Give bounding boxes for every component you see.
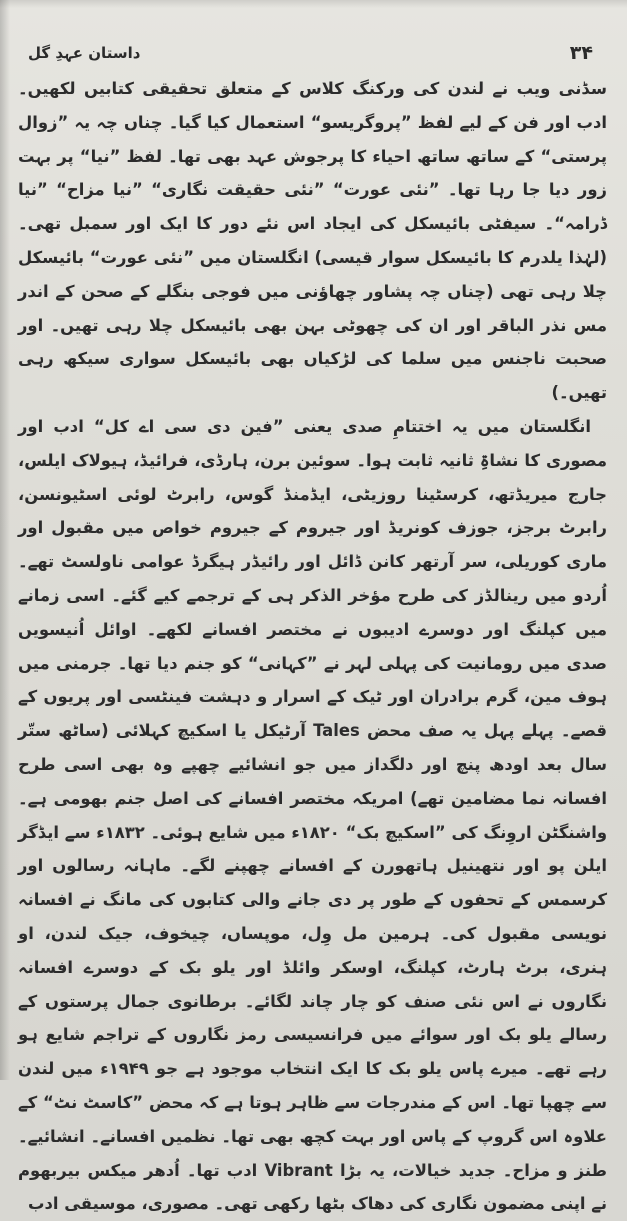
- page-header: [28, 42, 593, 70]
- paragraph-2: انگلستان میں یہ اختتامِ صدی یعنی ”فین دی سی اے کل“ ادب اور مصوری کا نشاۃِ ثانیہ ثابت ہوا۔ سوئین برن، ہارڈی، فرائیڈ، ہیولاک ایلس، جارج میریڈتھ، کرسٹینا روزیٹی، ایڈمنڈ گوس، رابرٹ لوئی اسٹیونسن، رابرٹ برجز، جوزف کونریڈ اور جیروم کے جیروم خواص میں مقبول اور ماری کوریلی، سر آرتھر کانن ڈائل اور رائیڈر ہیگرڈ عوامی ناولسٹ تھے۔ اُردو میں رینالڈز کی طرح مؤخر الذکر ہی کے ترجمے کیے گئے۔ اسی زمانے میں کپلنگ اور دوسرے ادیبوں نے مختصر افسانے لکھے۔ اوائل اُنیسویں صدی میں رومانیت کی پہلی لہر نے ”کہانی“ کو جنم دیا تھا۔ جرمنی میں ہوف مین، گرم برادران اور ٹیک کے اسرار و دہشت فینٹسی اور پریوں کے قصے۔ پہلے پہل یہ صف محض Tales آرٹیکل یا اسکیچ کہلائی (ساٹھ ستّر سال بعد اودھ پنچ اور دلگداز میں جو انشائیے چھپے وہ بھی اسی طرح افسانہ نما مضامین تھے) امریکہ مختصر افسانے کی اصل جنم بھومی ہے۔ واشنگٹن اروِنگ کی ”اسکیچ بک“ ۱۸۲۰ء میں شایع ہوئی۔ ۱۸۳۲ء سے ایڈگر ایلن پو اور نتھینیل ہاتھورن کے افسانے چھپنے لگے۔ ماہانہ رسالوں اور کرسمس کے تحفوں کے طور پر دی جانے والی کتابوں کی مانگ نے افسانہ نویسی مقبول کی۔ ہرمین مل وِل، موپساں، چیخوف، جیک لندن، او ہنری، برٹ ہارٹ، کپلنگ، اوسکر وائلڈ اور یلو بک کے دوسرے افسانہ نگاروں نے اس نئی صنف کو چار چاند لگائے۔ برطانوی جمال پرستوں کے رسالے یلو بک اور سوائے میں فرانسیسی رمز نگاروں کے تراجم شایع ہو رہے تھے۔ میرے پاس یلو بک کا ایک انتخاب موجود ہے جو ۱۹۴۹ء میں لندن سے چھپا تھا۔ اس کے مندرجات سے ظاہر ہوتا ہے کہ محض ”کاسٹ نٹ“ کے علاوہ اس گروپ کے پاس اور بہت کچھ بھی تھا۔ نظمیں افسانے۔ انشائیے۔ طنز و مزاح۔ جدید خیالات، یہ بڑا Vibrant ادب تھا۔ اُدھر میکس بیربھوم نے اپنی مضمون نگاری کی دھاک بٹھا رکھی تھی۔ مصوری، موسیقی ادب: [18, 416, 608, 1214]
- page-number: ۳۴: [569, 42, 593, 64]
- body-text: [18, 72, 607, 1221]
- page-top-shadow: [0, 0, 627, 8]
- running-head: داستان عہدِ گل: [28, 44, 141, 62]
- paragraph-1: سڈنی ویب نے لندن کی ورکنگ کلاس کے متعلق تحقیقی کتابیں لکھیں۔ ادب اور فن کے لیے لفظ ”پروگریسو“ استعمال کیا گیا۔ چناں چہ یہ ”زوال پرستی“ کے ساتھ ساتھ احیاء کا پرجوش عہد بھی تھا۔ لفظ ”نیا“ پر بہت زور دیا جا رہا تھا۔ ”نئی عورت“ ”نئی حقیقت نگاری“ ”نیا مزاح“ ”نیا ڈرامہ“۔ سیفٹی بائیسکل کی ایجاد اس نئے دور کا ایک اور سمبل تھی۔ (لہٰذا یلدرم کا بائیسکل سوار قیسی) انگلستان میں ”نئی عورت“ بائیسکل چلا رہی تھی (چناں چہ پشاور چھاؤنی میں فوجی بنگلے کے صحن کے اندر مس نذر الباقر اور ان کی چھوٹی بہن بھی بائیسکل چلا رہی تھیں۔ اور صحبت ناجنس میں سلما کی لڑکیاں بھی بائیسکل سواری سیکھ رہی تھیں۔): [18, 79, 607, 403]
- page-edge-shadow: [0, 0, 10, 1080]
